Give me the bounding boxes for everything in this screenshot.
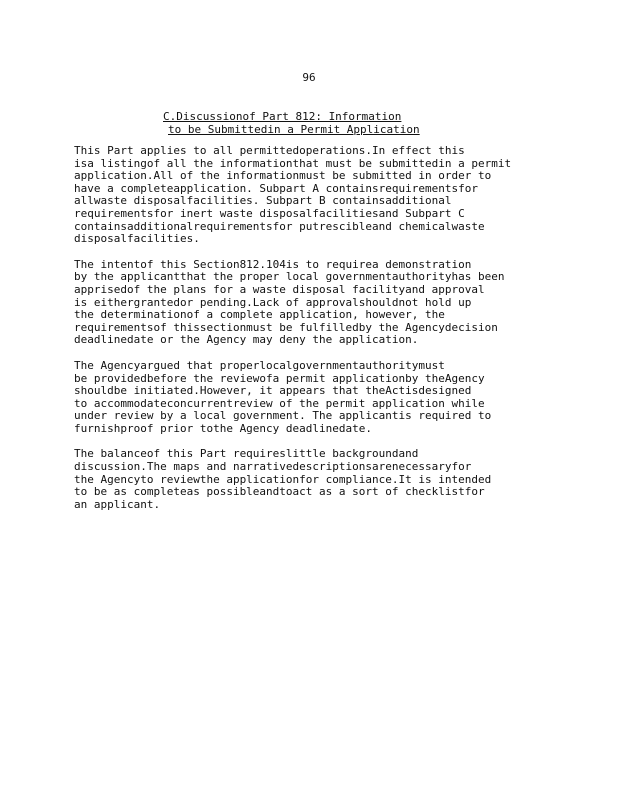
paragraph-line: have a completeapplication. Subpart A containsrequirementsfor [74,182,478,195]
paragraph-line: The Agencyargued that properlocalgovernmentauthoritymust [74,359,445,372]
paragraph-line: The intentof this Section812.104is to requirea demonstration [74,258,472,271]
paragraph-line: the Agencyto reviewthe applicationfor compliance.It is intended [74,473,492,486]
paragraph-3 [74,360,554,436]
paragraph-line: requirementsfor inert waste disposalfacilitiesand Subpart C [74,207,465,220]
page-number: 96 [302,71,316,84]
paragraph-4 [74,448,554,511]
paragraph-line: to accommodateconcurrentreview of the permit application while [74,397,485,410]
paragraph-line: by the applicantthat the proper local governmentauthorityhas been [74,271,505,284]
paragraph-line: allwaste disposalfacilities. Subpart B containsadditional [74,195,452,208]
paragraph-line: an applicant. [74,498,161,511]
body-text [74,145,554,524]
paragraph-line: This Part applies to all permittedoperations.In effect this [74,145,465,157]
paragraph-line: to be as completeas possibleandtoact as a sort of checklistfor [74,486,485,499]
paragraph-line: is eithergrantedor pending.Lack of approvalshouldnot hold up [74,296,472,309]
paragraph-1 [74,145,554,246]
paragraph-line: containsadditionalrequirementsfor putrescibleand chemicalwaste [74,220,485,233]
paragraph-line: the determinationof a complete application, however, the [74,309,445,322]
paragraph-line: isa listingof all the informationthat must be submittedin a permit [74,157,512,170]
paragraph-line: under review by a local government. The applicantis required to [74,410,492,423]
heading-line-1: C.Discussionof Part 812: Information [163,110,402,123]
paragraph-line: deadlinedate or the Agency may deny the application. [74,334,419,347]
paragraph-line: The balanceof this Part requireslittle backgroundand [74,448,419,461]
paragraph-line: furnishproof prior tothe Agency deadlinedate. [74,422,373,435]
paragraph-line: shouldbe initiated.However, it appears that theActisdesigned [74,385,472,398]
paragraph-line: discussion.The maps and narrativedescriptionsarenecessaryfor [74,461,472,474]
section-heading [163,110,420,136]
paragraph-line: application.All of the informationmust be submitted in order to [74,170,492,183]
paragraph-line: apprisedof the plans for a waste disposal facilityand approval [74,283,485,296]
paragraph-line: requirementsof thissectionmust be fulfilledby the Agencydecision [74,321,498,334]
paragraph-2 [74,259,554,347]
heading-line-2: to be Submittedin a Permit Application [168,123,420,136]
paragraph-line: be providedbefore the reviewofa permit applicationby theAgency [74,372,485,385]
paragraph-line: disposalfacilities. [74,233,200,246]
